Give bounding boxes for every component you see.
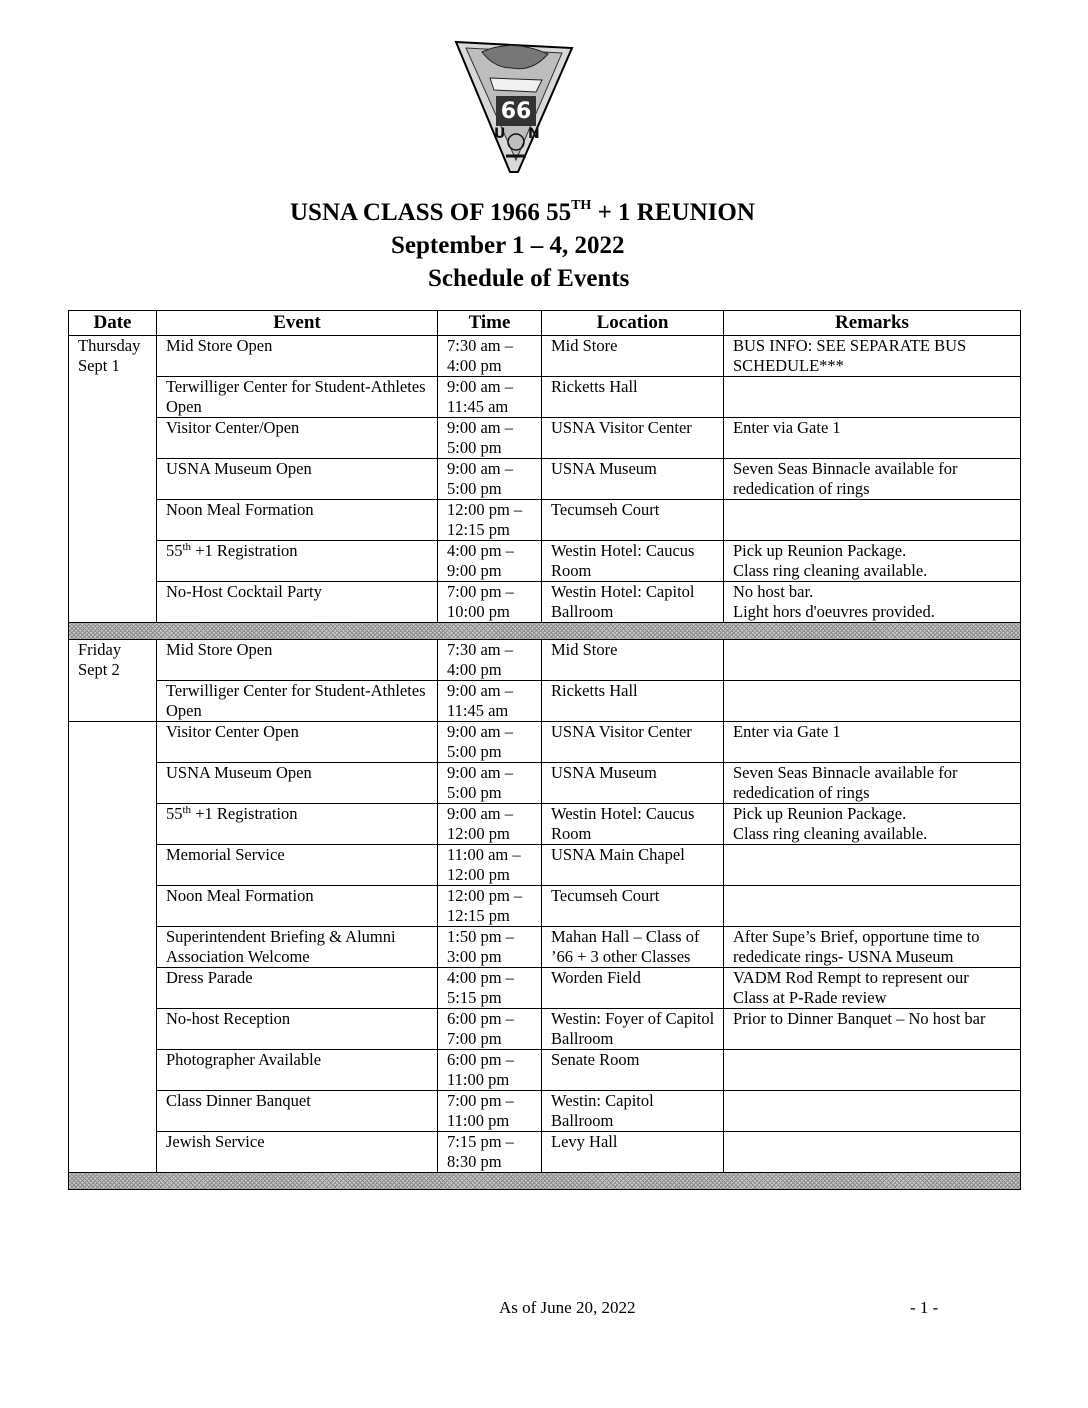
header-date: Date [69, 311, 157, 336]
event-cell: Noon Meal Formation [157, 500, 438, 541]
table-row [69, 681, 1021, 722]
date-cell-empty [69, 722, 157, 1173]
location-cell: Ricketts Hall [542, 377, 724, 418]
location-cell: Westin: Foyer of Capitol Ballroom [542, 1009, 724, 1050]
time-cell: 9:00 am – 5:00 pm [438, 459, 542, 500]
location-cell: USNA Main Chapel [542, 845, 724, 886]
table-row [69, 1091, 1021, 1132]
remarks-cell [724, 1091, 1021, 1132]
event-cell: Mid Store Open [157, 640, 438, 681]
table-row [69, 418, 1021, 459]
time-cell: 9:00 am – 5:00 pm [438, 763, 542, 804]
location-cell: USNA Visitor Center [542, 418, 724, 459]
time-cell: 9:00 am – 5:00 pm [438, 418, 542, 459]
remarks-cell [724, 1132, 1021, 1173]
footer-page-number: - 1 - [910, 1298, 939, 1317]
time-cell: 1:50 pm – 3:00 pm [438, 927, 542, 968]
location-cell: Westin Hotel: Capitol Ballroom [542, 582, 724, 623]
location-cell: Levy Hall [542, 1132, 724, 1173]
time-cell: 9:00 am – 11:45 am [438, 681, 542, 722]
location-cell: Mid Store [542, 640, 724, 681]
title-line-1-rest: + 1 REUNION [591, 199, 755, 226]
remarks-cell [724, 1050, 1021, 1091]
event-cell: Mid Store Open [157, 336, 438, 377]
event-cell: USNA Museum Open [157, 459, 438, 500]
time-cell: 4:00 pm – 5:15 pm [438, 968, 542, 1009]
header-location: Location [542, 311, 724, 336]
svg-text:N: N [528, 126, 540, 142]
table-row [69, 640, 1021, 681]
title-line-1-sup: TH [571, 198, 592, 213]
date-day: Thursday [78, 336, 141, 355]
remarks-cell [724, 845, 1021, 886]
day-separator [69, 623, 1021, 640]
event-cell: No-Host Cocktail Party [157, 582, 438, 623]
remarks-cell: After Supe’s Brief, opportune time to rededicate rings- USNA Museum [724, 927, 1021, 968]
location-cell: Senate Room [542, 1050, 724, 1091]
location-cell: Mahan Hall – Class of ’66 + 3 other Classes [542, 927, 724, 968]
title-line-1 [290, 196, 755, 229]
date-cell-thursday [69, 336, 157, 623]
event-cell: Photographer Available [157, 1050, 438, 1091]
event-cell: Visitor Center Open [157, 722, 438, 763]
time-cell: 7:30 am – 4:00 pm [438, 336, 542, 377]
remarks-cell: Enter via Gate 1 [724, 722, 1021, 763]
time-cell: 7:30 am – 4:00 pm [438, 640, 542, 681]
location-cell: Tecumseh Court [542, 500, 724, 541]
event-cell: Superintendent Briefing & Alumni Association Welcome [157, 927, 438, 968]
time-cell: 12:00 pm – 12:15 pm [438, 886, 542, 927]
table-row [69, 763, 1021, 804]
event-cell: Jewish Service [157, 1132, 438, 1173]
event-cell: Memorial Service [157, 845, 438, 886]
table-row [69, 1132, 1021, 1173]
footer-as-of-date: As of June 20, 2022 [499, 1298, 636, 1317]
class-crest-logo [452, 38, 576, 176]
title-line-3: Schedule of Events [428, 265, 630, 292]
event-cell: No-host Reception [157, 1009, 438, 1050]
date-cell-friday [69, 640, 157, 722]
time-cell: 7:00 pm – 11:00 pm [438, 1091, 542, 1132]
event-cell: 55th +1 Registration [157, 541, 438, 582]
table-row [69, 886, 1021, 927]
title-line-2: September 1 – 4, 2022 [391, 232, 625, 259]
remarks-cell [724, 377, 1021, 418]
time-cell: 7:15 pm – 8:30 pm [438, 1132, 542, 1173]
location-cell: Westin: Capitol Ballroom [542, 1091, 724, 1132]
table-row [69, 845, 1021, 886]
time-cell: 9:00 am – 5:00 pm [438, 722, 542, 763]
remarks-cell: Seven Seas Binnacle available for rededication of rings [724, 763, 1021, 804]
remarks-cell: Pick up Reunion Package. Class ring cleaning available. [724, 804, 1021, 845]
date-day-num: Sept 1 [78, 356, 120, 375]
time-cell: 9:00 am – 11:45 am [438, 377, 542, 418]
event-cell: Visitor Center/Open [157, 418, 438, 459]
table-row [69, 1050, 1021, 1091]
svg-text:66: 66 [500, 99, 532, 124]
time-cell: 11:00 am – 12:00 pm [438, 845, 542, 886]
remarks-cell [724, 886, 1021, 927]
table-row [69, 927, 1021, 968]
table-row [69, 377, 1021, 418]
table-row [69, 541, 1021, 582]
event-cell: 55th +1 Registration [157, 804, 438, 845]
time-cell: 7:00 pm – 10:00 pm [438, 582, 542, 623]
event-cell: USNA Museum Open [157, 763, 438, 804]
separator-bar [69, 1173, 1021, 1190]
event-cell: Noon Meal Formation [157, 886, 438, 927]
svg-text:U: U [494, 126, 506, 142]
date-day: Friday [78, 640, 122, 659]
day-separator [69, 1173, 1021, 1190]
header-time: Time [438, 311, 542, 336]
location-cell: Worden Field [542, 968, 724, 1009]
location-cell: Mid Store [542, 336, 724, 377]
time-cell: 12:00 pm – 12:15 pm [438, 500, 542, 541]
remarks-cell [724, 681, 1021, 722]
event-cell: Class Dinner Banquet [157, 1091, 438, 1132]
location-cell: Tecumseh Court [542, 886, 724, 927]
separator-bar [69, 623, 1021, 640]
time-cell: 4:00 pm – 9:00 pm [438, 541, 542, 582]
remarks-cell: Pick up Reunion Package. Class ring cleaning available. [724, 541, 1021, 582]
table-row [69, 722, 1021, 763]
location-cell: USNA Museum [542, 763, 724, 804]
table-row [69, 459, 1021, 500]
location-cell: Ricketts Hall [542, 681, 724, 722]
remarks-cell: Seven Seas Binnacle available for rededication of rings [724, 459, 1021, 500]
remarks-cell: BUS INFO: SEE SEPARATE BUS SCHEDULE*** [724, 336, 1021, 377]
remarks-cell: Enter via Gate 1 [724, 418, 1021, 459]
table-header-row [69, 311, 1021, 336]
header-remarks: Remarks [724, 311, 1021, 336]
remarks-cell: VADM Rod Rempt to represent our Class at P-Rade review [724, 968, 1021, 1009]
time-cell: 9:00 am – 12:00 pm [438, 804, 542, 845]
remarks-cell: No host bar. Light hors d'oeuvres provided. [724, 582, 1021, 623]
location-cell: USNA Visitor Center [542, 722, 724, 763]
table-row [69, 582, 1021, 623]
event-cell: Terwilliger Center for Student-Athletes Open [157, 377, 438, 418]
title-line-1-main: USNA CLASS OF 1966 55 [290, 199, 572, 226]
table-row [69, 500, 1021, 541]
time-cell: 6:00 pm – 11:00 pm [438, 1050, 542, 1091]
date-day-num: Sept 2 [78, 660, 120, 679]
table-row [69, 804, 1021, 845]
remarks-cell: Prior to Dinner Banquet – No host bar [724, 1009, 1021, 1050]
location-cell: USNA Museum [542, 459, 724, 500]
table-row [69, 336, 1021, 377]
event-cell: Dress Parade [157, 968, 438, 1009]
remarks-cell [724, 500, 1021, 541]
location-cell: Westin Hotel: Caucus Room [542, 541, 724, 582]
time-cell: 6:00 pm – 7:00 pm [438, 1009, 542, 1050]
remarks-cell [724, 640, 1021, 681]
table-row [69, 1009, 1021, 1050]
header-event: Event [157, 311, 438, 336]
table-row [69, 968, 1021, 1009]
location-cell: Westin Hotel: Caucus Room [542, 804, 724, 845]
schedule-table [68, 310, 1021, 1190]
event-cell: Terwilliger Center for Student-Athletes Open [157, 681, 438, 722]
